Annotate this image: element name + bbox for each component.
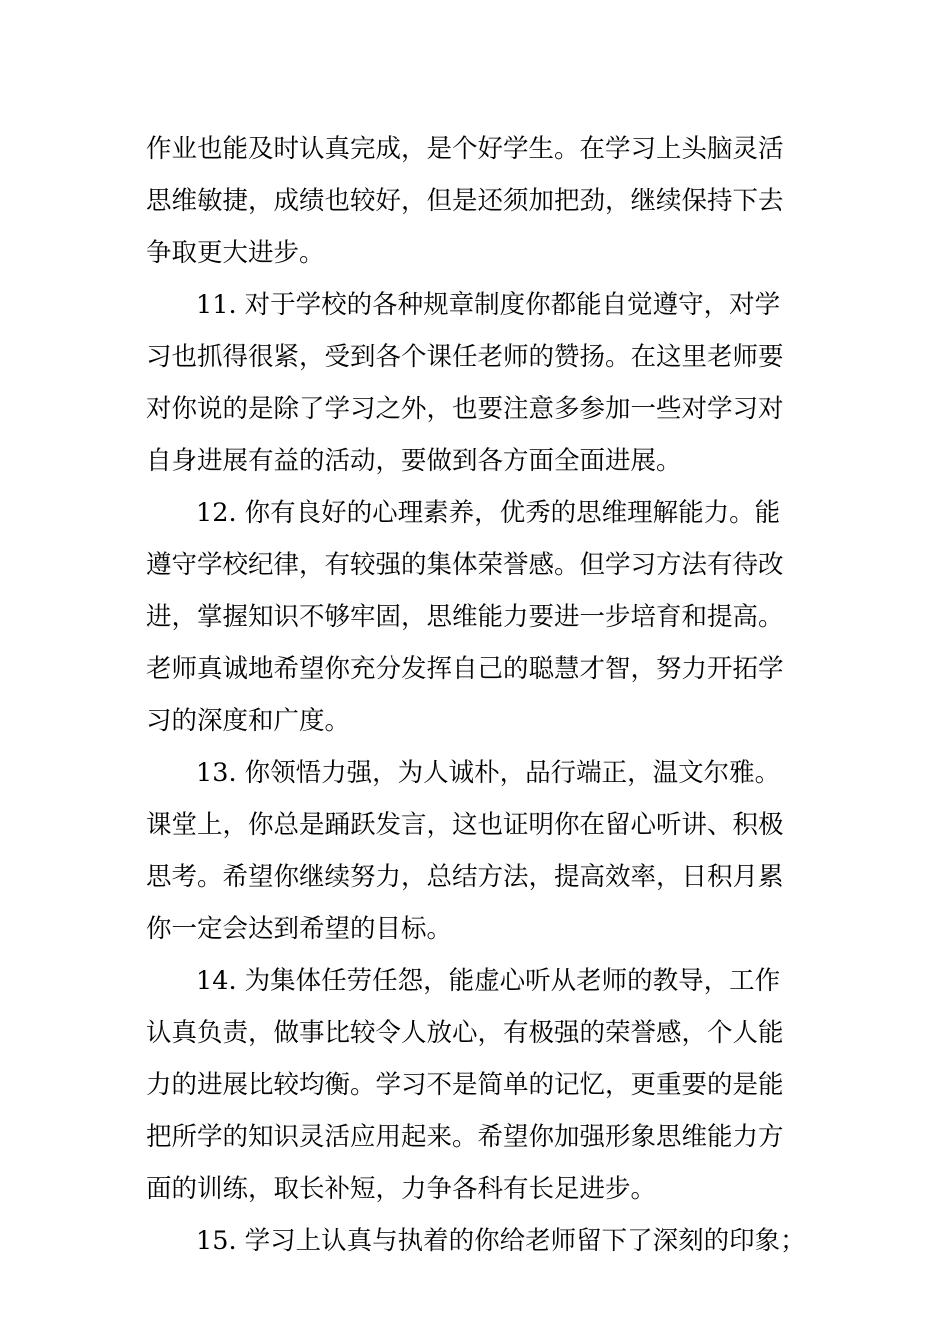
text-line: 面的训练，取长补短，力争各科有长足进步。 [146, 1174, 657, 1204]
text-line: 把所学的知识灵活应用起来。希望你加强形象思维能力方 [146, 1122, 784, 1152]
text-line: 13. 你领悟力强，为人诚朴，品行端正，温文尔雅。 [196, 758, 781, 788]
text-line: 你一定会达到希望的目标。 [146, 914, 453, 944]
text-line: 思考。希望你继续努力，总结方法，提高效率，日积月累 [146, 862, 784, 892]
text-line: 作业也能及时认真完成，是个好学生。在学习上头脑灵活 [146, 134, 784, 164]
text-line: 课堂上，你总是踊跃发言，这也证明你在留心听讲、积极 [146, 810, 784, 840]
text-line: 12. 你有良好的心理素养，优秀的思维理解能力。能 [196, 498, 781, 528]
text-line: 习的深度和广度。 [146, 706, 351, 736]
text-line: 自身进展有益的活动，要做到各方面全面进展。 [146, 446, 682, 476]
text-line: 遵守学校纪律，有较强的集体荣誉感。但学习方法有待改 [146, 550, 784, 580]
text-line: 认真负责，做事比较令人放心，有极强的荣誉感，个人能 [146, 1018, 784, 1048]
text-line: 15. 学习上认真与执着的你给老师留下了深刻的印象； [196, 1226, 806, 1256]
text-line: 对你说的是除了学习之外，也要注意多参加一些对学习对 [146, 394, 784, 424]
text-line: 进，掌握知识不够牢固，思维能力要进一步培育和提高。 [146, 602, 784, 632]
text-line: 11. 对于学校的各种规章制度你都能自觉遵守，对学 [196, 290, 781, 320]
text-line: 思维敏捷，成绩也较好，但是还须加把劲，继续保持下去 [146, 186, 784, 216]
text-line: 14. 为集体任劳任怨，能虚心听从老师的教导，工作 [196, 966, 781, 996]
text-line: 争取更大进步。 [146, 238, 325, 268]
text-line: 习也抓得很紧，受到各个课任老师的赞扬。在这里老师要 [146, 342, 784, 372]
text-line: 力的进展比较均衡。学习不是简单的记忆，更重要的是能 [146, 1070, 784, 1100]
text-line: 老师真诚地希望你充分发挥自己的聪慧才智，努力开拓学 [146, 654, 784, 684]
